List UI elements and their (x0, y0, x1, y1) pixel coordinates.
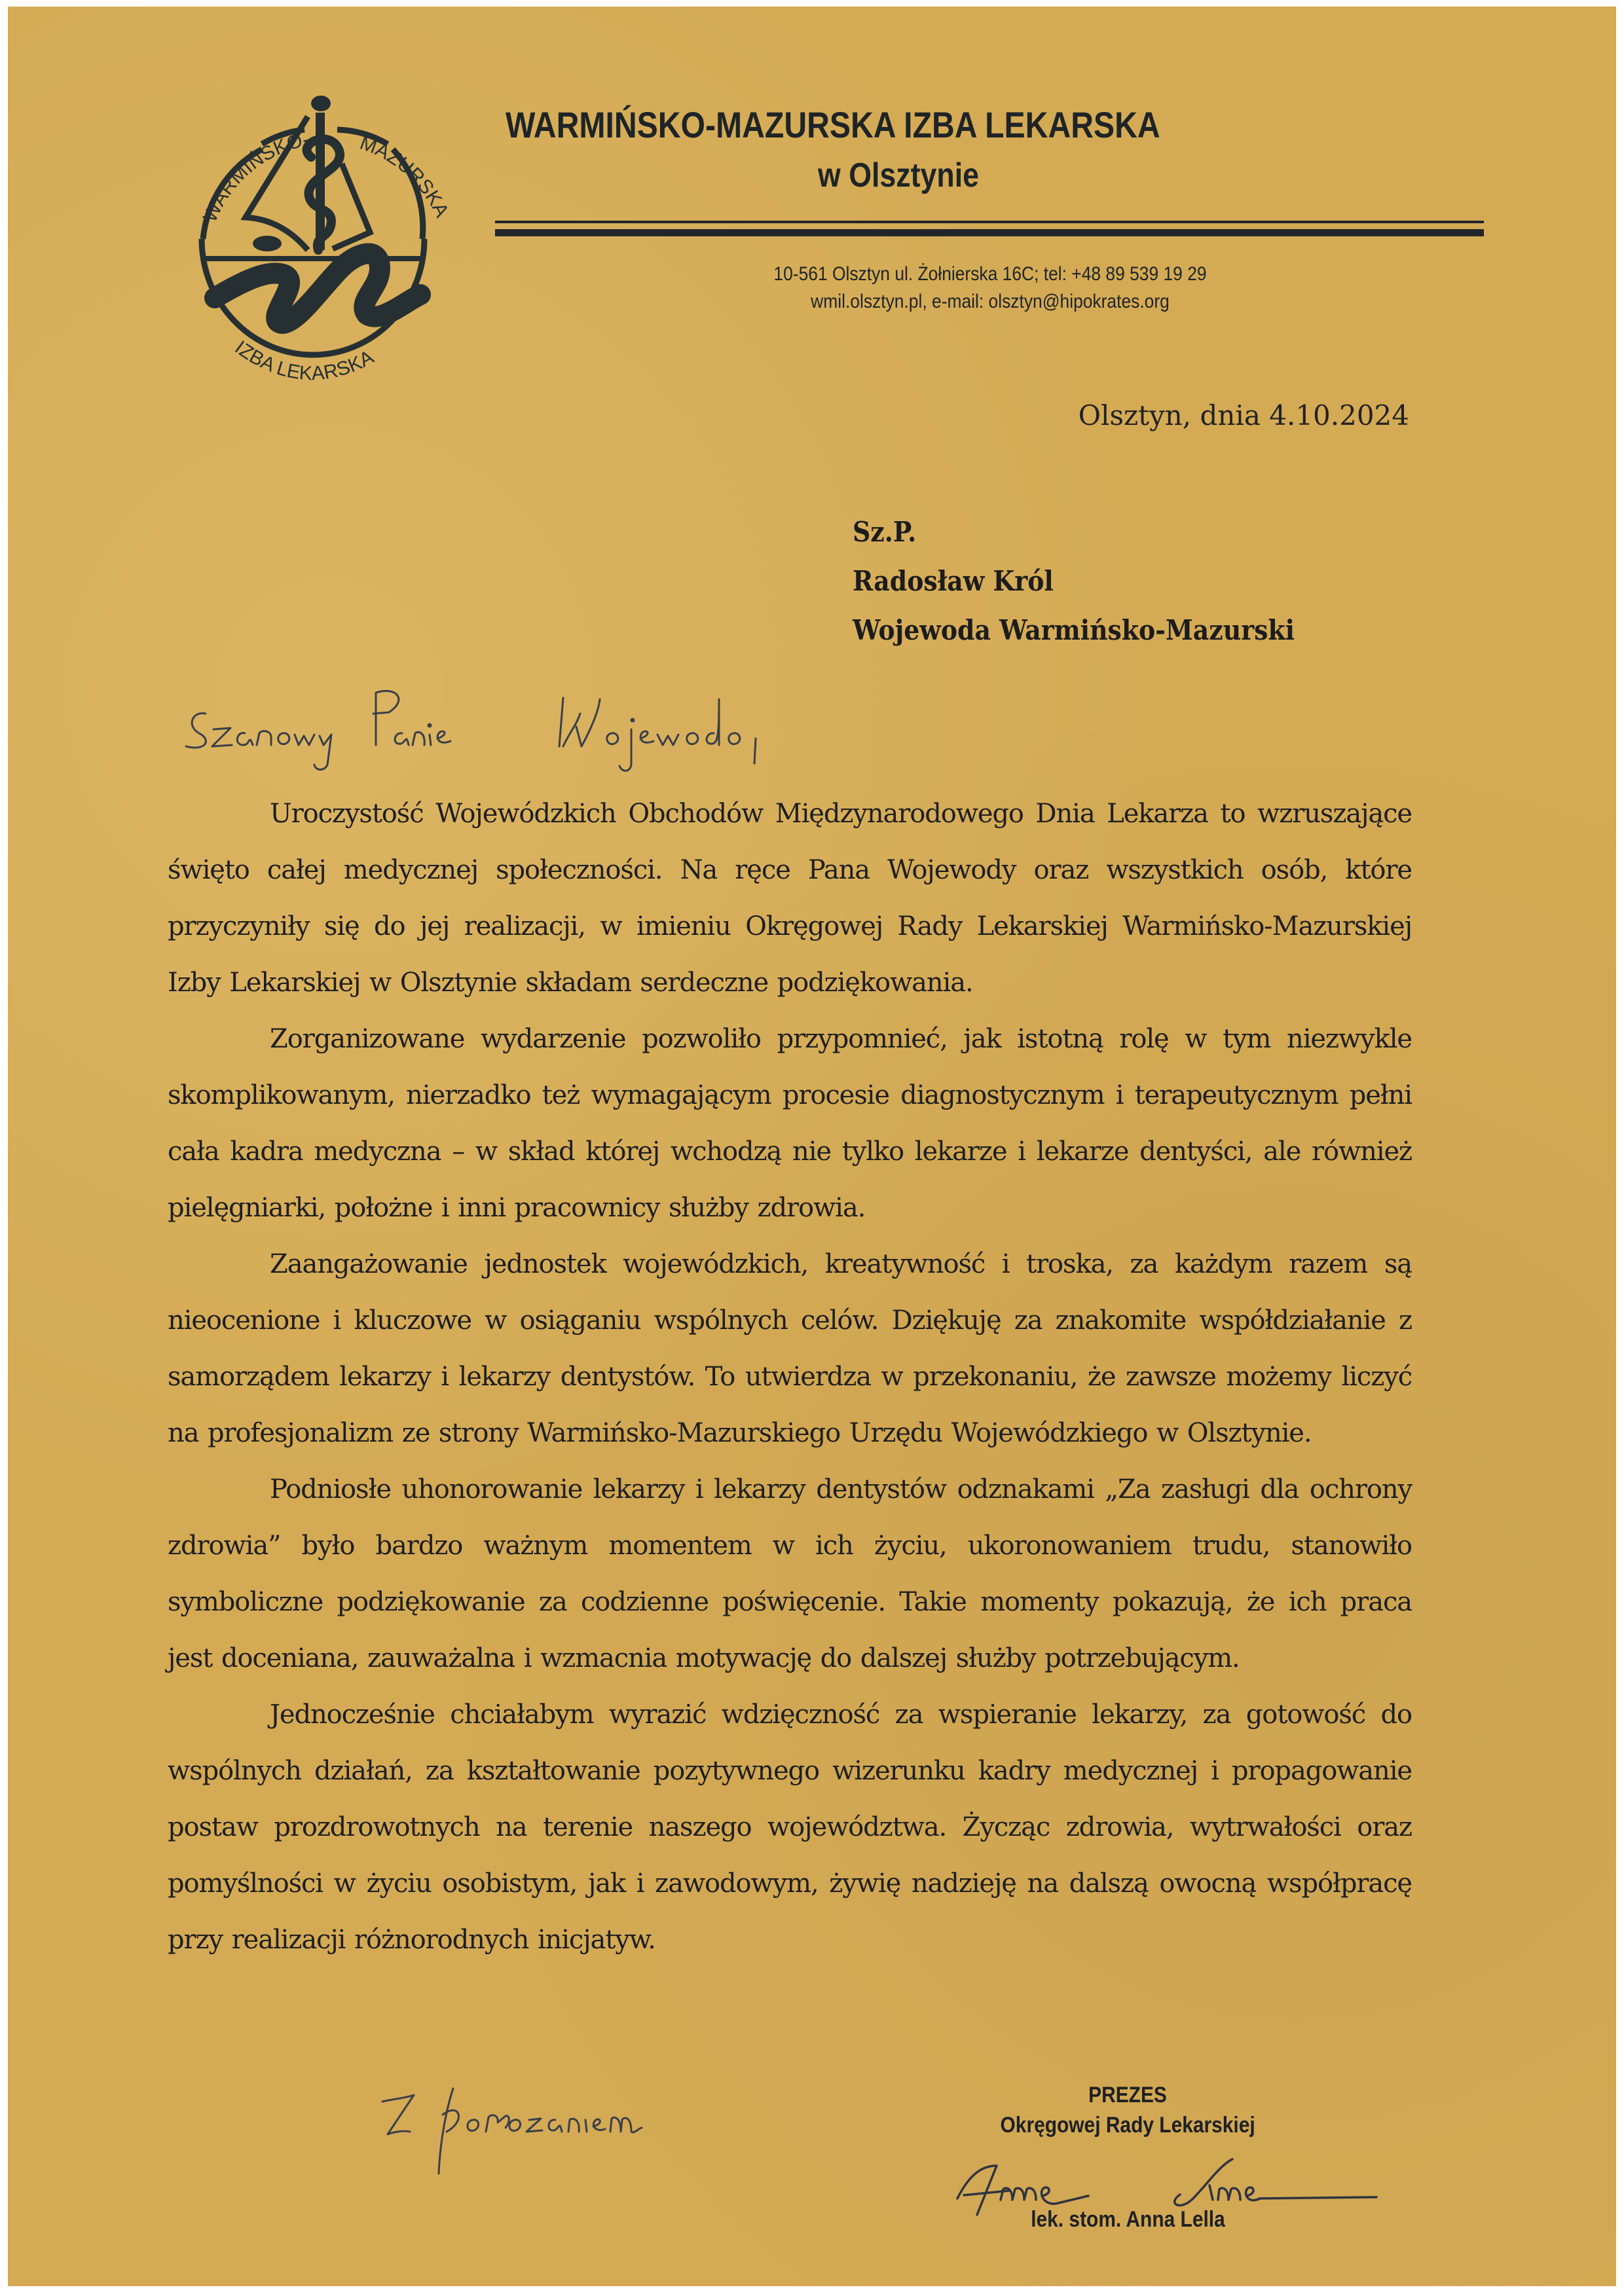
organization-city: w Olsztynie (817, 156, 980, 194)
svg-text:MAZURSKA (357, 132, 452, 221)
body-paragraph: Zorganizowane wydarzenie pozwoliło przypomnieć, jak istotną rolę w tym niezwykle skomplikowanym, nierzadko też wymagającym procesie diagnostycznym i terapeutycznym pełni cała kadra medyczna – w skład której wchodzą nie tylko lekarze i lekarze dentyści, ale również pielęgniarki, położne i inni pracownicy służby zdrowia. (168, 1024, 1412, 1223)
signer-role: PREZES (1088, 2083, 1167, 2107)
chamber-logo-icon (170, 72, 485, 399)
svg-text:WARMIŃSKO- (199, 128, 311, 225)
organization-contact (644, 261, 1336, 316)
logo-text-top-left: WARMIŃSKO- (199, 128, 311, 226)
header-rule-thin (495, 221, 1484, 223)
address-line: 10-561 Olsztyn ul. Żołnierska 16C; tel: +48 89 539 19 29 (773, 263, 1207, 285)
recipient-name: Radosław Król (853, 565, 1054, 597)
handwritten-salutation (179, 673, 965, 778)
logo-text-top-right: MAZURSKA (357, 132, 453, 221)
body-paragraph: Podniosłe uhonorowanie lekarzy i lekarzy dentystów odznakami „Za zasługi dla ochrony zdrowia” było bardzo ważnym momentem w ich życiu, ukoronowaniem trudu, stanowiło symboliczne podziękowanie za codzienne poświęcenie. Takie momenty pokazują, że ich praca jest doceniana, zauważalna i wzmacnia motywację do dalszej służby potrzebującym. (168, 1474, 1412, 1673)
signer-name: lek. stom. Anna Lella (1030, 2207, 1225, 2232)
header-rule-thick (495, 229, 1484, 236)
web-email-line: wmil.olsztyn.pl, e-mail: olsztyn@hipokrates.org (811, 291, 1170, 312)
organization-name (506, 103, 1350, 146)
body-paragraph: Jednocześnie chciałabym wyrazić wdzięczność za wspieranie lekarzy, za gotowość do wspólnych działań, za kształtowanie pozytywnego wizerunku kadry medycznej i propagowanie postaw prozdrowotnych na terenie naszego województwa. Życząc zdrowia, wytrwałości oraz pomyślności w życiu osobistym, jak i zawodowym, żywię nadzieję na dalszą owocną współpracę przy realizacji różnorodnych inicjatyw. (168, 1700, 1412, 1955)
handwritten-signature-icon (944, 2153, 1403, 2218)
organization-name-text: WARMIŃSKO-MAZURSKA IZBA LEKARSKA (506, 104, 1160, 145)
letter-page (8, 7, 1616, 2286)
body-paragraph: Uroczystość Wojewódzkich Obchodów Międzynarodowego Dnia Lekarza to wzruszające święto całej medycznej społeczności. Na ręce Pana Wojewody oraz wszystkich osób, które przyczyniły się do jej realizacji, w imieniu Okręgowej Rady Lekarskiej Warmińsko-Mazurskiej Izby Lekarskiej w Olsztynie składam serdeczne podziękowania. (168, 799, 1412, 998)
handwritten-closing (375, 2069, 767, 2187)
signer-council: Okręgowej Rady Lekarskiej (1000, 2113, 1255, 2138)
letter-body (168, 786, 1412, 1968)
recipient-honorific: Sz.P. (853, 516, 917, 548)
recipient-title: Wojewoda Warmińsko-Mazurski (853, 614, 1295, 646)
body-paragraph: Zaangażowanie jednostek wojewódzkich, kreatywność i troska, za każdym razem są nieocenione i kluczowe w osiąganiu wspólnych celów. Dziękuję za znakomite współdziałanie z samorządem lekarzy i lekarzy dentystów. To utwierdza w przekonaniu, że zawsze możemy liczyć na profesjonalizm ze strony Warmińsko-Mazurskiego Urzędu Wojewódzkiego w Olsztynie. (168, 1249, 1412, 1448)
logo-text-bottom: IZBA LEKARSKA (231, 337, 378, 385)
date-line: Olsztyn, dnia 4.10.2024 (1078, 399, 1409, 431)
recipient-block (853, 507, 1383, 655)
